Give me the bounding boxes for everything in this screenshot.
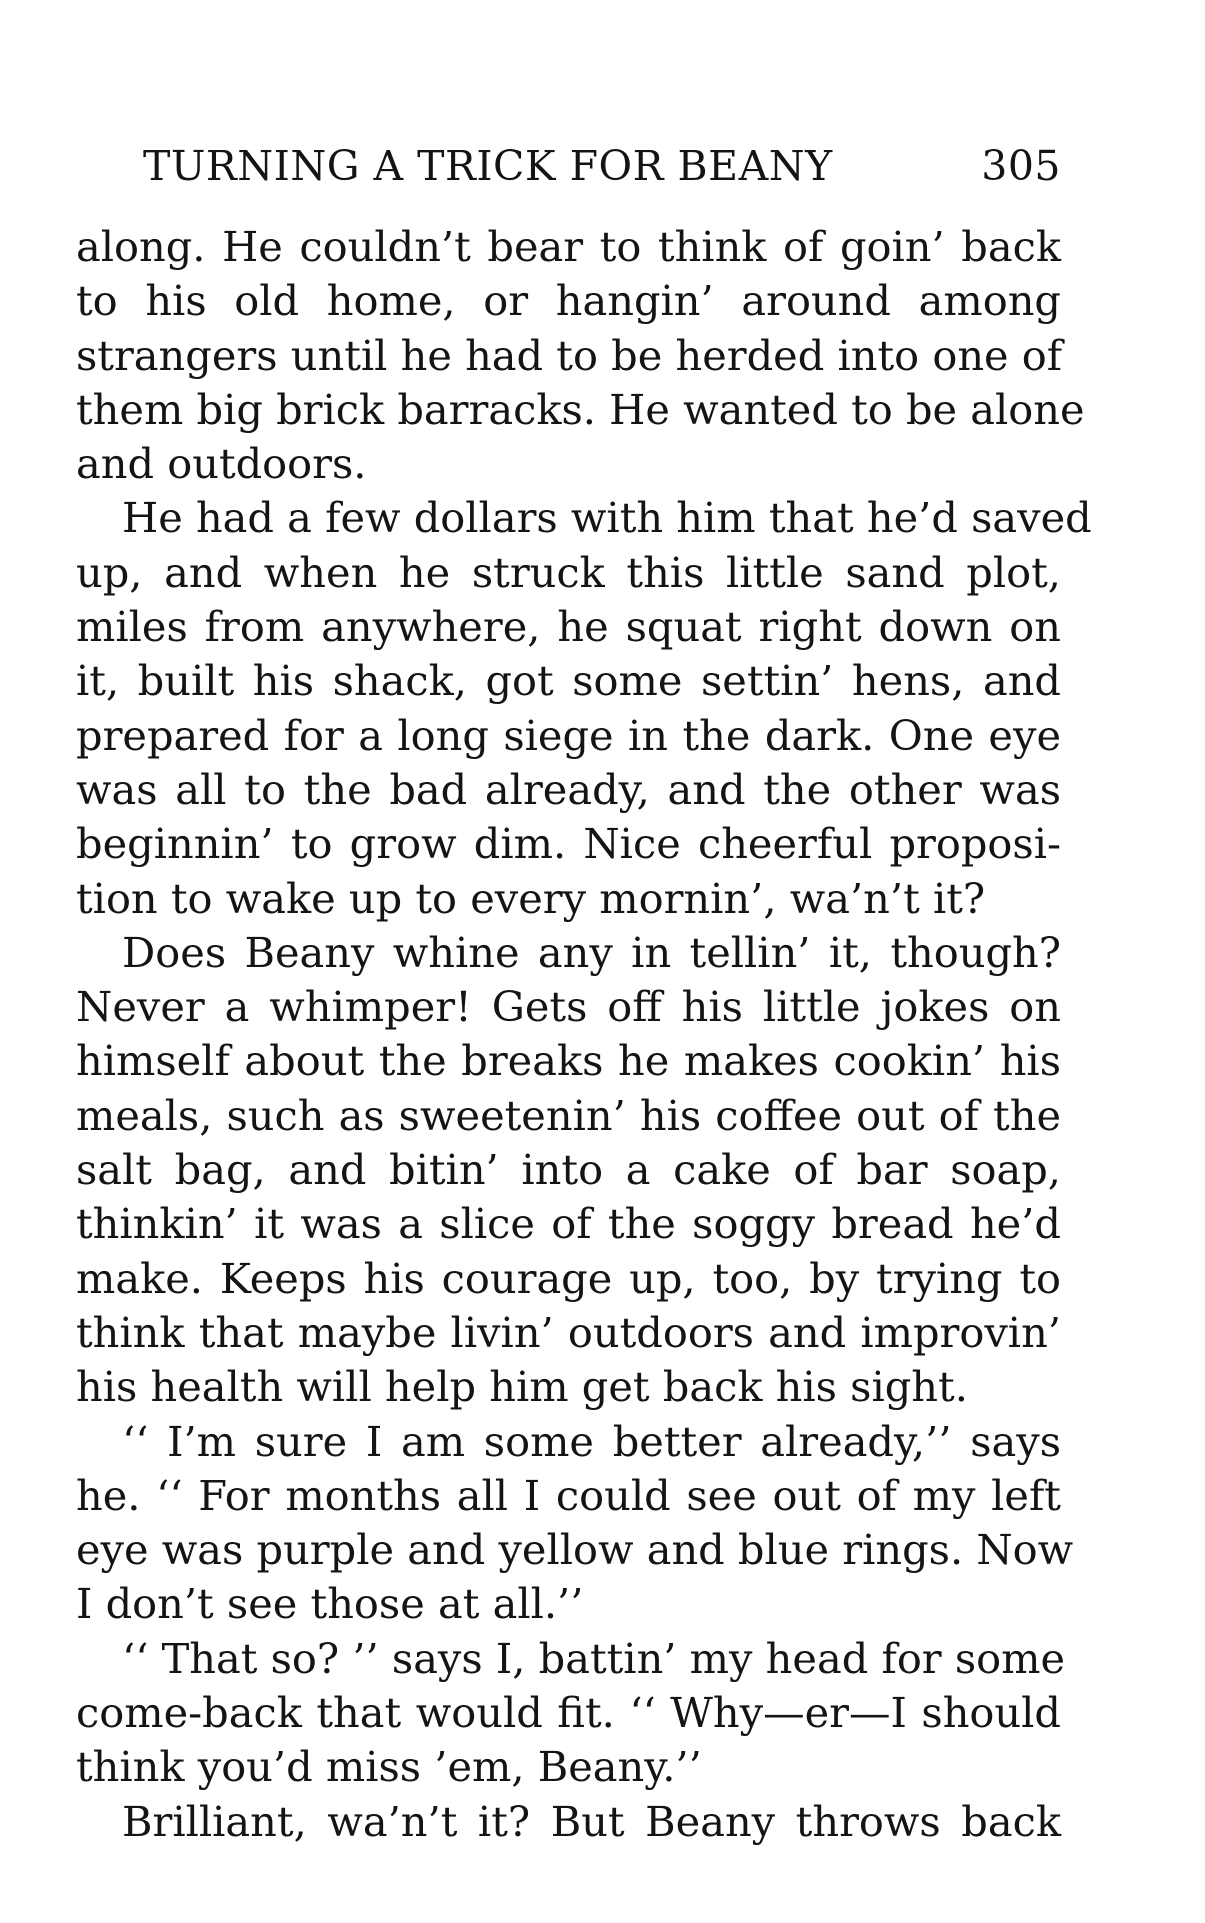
text-line: thinkin’ it was a slice of the soggy bread he’d <box>76 1199 1061 1249</box>
text-line: tion to wake up to every mornin’, wa’n’t it? <box>76 873 986 923</box>
page-number: 305 <box>981 142 1061 190</box>
paragraph-2 <box>76 491 1092 925</box>
text-line: prepared for a long siege in the dark. One eye <box>76 710 1061 760</box>
text-line: meals, such as sweetenin’ his coffee out of the <box>76 1090 1061 1140</box>
chapter-title: TURNING A TRICK FOR BEANY <box>143 142 833 190</box>
text-line: come-back that would fit. ‘‘ Why—er—I should <box>76 1688 1061 1738</box>
body-text <box>76 220 1092 1849</box>
text-line: he. ‘‘ For months all I could see out of my left <box>76 1470 1061 1520</box>
text-line: to his old home, or hangin’ around among <box>76 276 1061 326</box>
running-header <box>143 136 1061 196</box>
text-line: his health will help him get back his sight. <box>76 1362 968 1412</box>
text-line: beginnin’ to grow dim. Nice cheerful proposi- <box>76 819 1061 869</box>
text-line: up, and when he struck this little sand plot, <box>76 547 1061 597</box>
text-line: along. He couldn’t bear to think of goin’ back <box>76 222 1061 271</box>
text-line: Brilliant, wa’n’t it? But Beany throws back <box>122 1796 1061 1846</box>
text-line: was all to the bad already, and the other was <box>76 764 1061 814</box>
text-line: think you’d miss ’em, Beany.’’ <box>76 1742 702 1792</box>
text-line: think that maybe livin’ outdoors and improvin’ <box>76 1307 1061 1357</box>
paragraph-3 <box>76 926 1061 1415</box>
text-line: and outdoors. <box>76 439 367 489</box>
text-line: eye was purple and yellow and blue rings. Now <box>76 1525 1074 1575</box>
text-line: Does Beany whine any in tellin’ it, though? <box>122 927 1061 977</box>
text-line: himself about the breaks he makes cookin’ his <box>76 1036 1061 1086</box>
text-line: Never a whimper! Gets off his little jokes on <box>76 982 1061 1032</box>
text-line: salt bag, and bitin’ into a cake of bar soap, <box>76 1145 1061 1195</box>
text-line: ‘‘ I’m sure I am some better already,’’ says <box>122 1416 1061 1466</box>
text-line: it, built his shack, got some settin’ hens, and <box>76 656 1061 706</box>
text-line: make. Keeps his courage up, too, by trying to <box>76 1253 1061 1303</box>
paragraph-1 <box>76 220 1085 491</box>
paragraph-5 <box>76 1632 1066 1795</box>
paragraph-4 <box>76 1415 1074 1632</box>
paragraph-6 <box>76 1795 1061 1849</box>
text-line: miles from anywhere, he squat right down on <box>76 602 1061 652</box>
text-line: them big brick barracks. He wanted to be alone <box>76 384 1085 434</box>
text-line: I don’t see those at all.’’ <box>76 1579 584 1629</box>
text-line: He had a few dollars with him that he’d saved <box>122 493 1092 543</box>
text-line: ‘‘ That so? ’’ says I, battin’ my head for some <box>122 1633 1066 1683</box>
text-line: strangers until he had to be herded into one of <box>76 330 1063 380</box>
